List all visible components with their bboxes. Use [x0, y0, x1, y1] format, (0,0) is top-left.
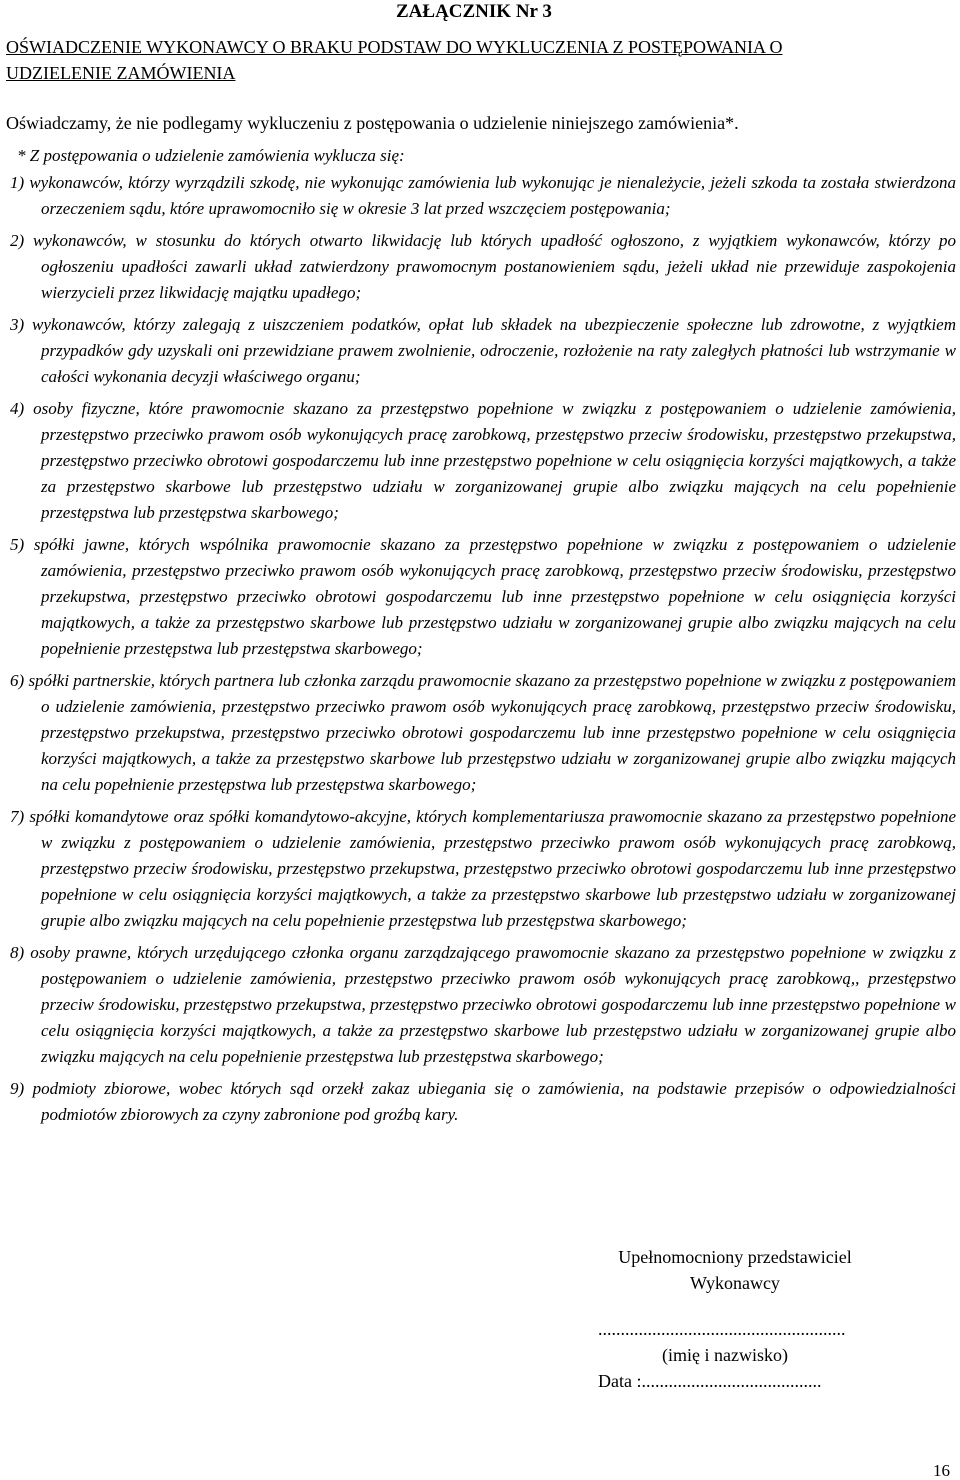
- signature-caption: (imię i nazwisko): [662, 1345, 788, 1365]
- item-text: osoby fizyczne, które prawomocnie skazano za przestępstwo popełnione w związku z postępowaniem o udzielenie zamówienia, przestępstwo przeciwko prawom osób wykonujących pracę zarobkową, przestępstwo przeciw środowisku, przestępstwo przekupstwa, przestępstwo przeciwko obrotowi gospodarczemu lub inne przestępstwo popełnione w celu osiągnięcia korzyści majątkowych, a także za przestępstwo skarbowe lub przestępstwo udziału w zorganizowanej grupie albo związku mających na celu popełnienie przestępstwa lub przestępstwa skarbowego;: [33, 399, 957, 522]
- item-number: 3): [10, 315, 25, 334]
- list-item: [10, 228, 956, 306]
- item-text: spółki partnerskie, których partnera lub członka zarządu prawomocnie skazano za przestępstwo popełnione w związku z postępowaniem o udzielenie zamówienia, przestępstwo przeciwko prawom osób wykonujących pracę zarobkową, przestępstwo przeciw środowisku, przestępstwo przekupstwa, przestępstwo przeciwko obrotowi gospodarczemu lub inne przestępstwo popełnione w celu osiągnięcia korzyści majątkowych, a także za przestępstwo skarbowe lub przestępstwo udziału w zorganizowanej grupie albo związku mających na celu popełnienie przestępstwa lub przestępstwa skarbowego;: [28, 671, 957, 794]
- page-number: 16: [933, 1461, 950, 1480]
- item-number: 1): [10, 173, 25, 192]
- item-text: wykonawców, którzy wyrządzili szkodę, nie wykonując zamówienia lub wykonując je nienależycie, jeżeli szkoda ta została stwierdzona orzeczeniem sądu, które uprawomocniło się w okresie 3 lat przed wszczęciem postępowania;: [29, 173, 957, 218]
- exclusion-list: [10, 170, 956, 1134]
- date-field: Data :........................................: [598, 1371, 822, 1391]
- signature-party: Wykonawcy: [690, 1273, 780, 1293]
- item-number: 7): [10, 807, 25, 826]
- list-item: [10, 170, 956, 222]
- item-text: osoby prawne, których urzędującego członka organu zarządzającego prawomocnie skazano za przestępstwo popełnione w związku z postępowaniem o udzielenie zamówienia, przestępstwo przeciwko prawom osób wykonujących pracę zarobkową,, przestępstwo przeciw środowisku, przestępstwo przekupstwa, przestępstwo przeciwko obrotowi gospodarczemu lub inne przestępstwo popełnione w celu osiągnięcia korzyści majątkowych, a także za przestępstwo skarbowe lub przestępstwo udziału w zorganizowanej grupie albo związku mających na celu popełnienie przestępstwa lub przestępstwa skarbowego;: [30, 943, 957, 1066]
- list-item: [10, 312, 956, 390]
- item-text: spółki jawne, których wspólnika prawomocnie skazano za przestępstwo popełnione w związku z postępowaniem o udzielenie zamówienia, przestępstwo przeciwko prawom osób wykonujących pracę zarobkową, przestępstwo przeciw środowisku, przestępstwo przekupstwa, przestępstwo przeciwko obrotowi gospodarczemu lub inne przestępstwo popełnione w celu osiągnięcia korzyści majątkowych, a także za przestępstwo skarbowe lub przestępstwo udziału w zorganizowanej grupie albo związku mających na celu popełnienie przestępstwa lub przestępstwa skarbowego;: [33, 535, 957, 658]
- document-title-line-1: OŚWIADCZENIE WYKONAWCY O BRAKU PODSTAW DO WYKLUCZENIA Z POSTĘPOWANIA O: [6, 37, 783, 57]
- document-title: [6, 34, 956, 86]
- item-number: 2): [10, 231, 25, 250]
- item-number: 8): [10, 943, 25, 962]
- footnote-intro: * Z postępowania o udzielenie zamówienia wyklucza się:: [17, 146, 405, 165]
- item-text: wykonawców, którzy zalegają z uiszczeniem podatków, opłat lub składek na ubezpieczenie społeczne lub zdrowotne, z wyjątkiem przypadków gdy uzyskali oni przewidziane prawem zwolnienie, odroczenie, rozłożenie na raty zaległych płatności lub wstrzymanie w całości wykonania decyzji właściwego organu;: [32, 315, 956, 386]
- item-text: wykonawców, w stosunku do których otwarto likwidację lub których upadłość ogłoszono, z wyjątkiem wykonawców, którzy po ogłoszeniu upadłości zawarli układ zatwierdzony prawomocnym postanowieniem sądu, jeżeli układ nie przewiduje zaspokojenia wierzycieli przez likwidację majątku upadłego;: [33, 231, 957, 302]
- item-number: 5): [10, 535, 25, 554]
- list-item: [10, 1076, 956, 1128]
- list-item: [10, 804, 956, 934]
- item-text: spółki komandytowe oraz spółki komandytowo-akcyjne, których komplementariusza prawomocnie skazano za przestępstwo popełnione w związku z postępowaniem o udzielenie zamówienia, przestępstwo przeciwko prawom osób wykonujących pracę zarobkową, przestępstwo przeciw środowisku, przestępstwo przekupstwa, przestępstwo przeciwko obrotowi gospodarczemu lub inne przestępstwo popełnione w celu osiągnięcia korzyści majątkowych, a także za przestępstwo skarbowe lub przestępstwo udziału w zorganizowanej grupie albo związku mających na celu popełnienie przestępstwa lub przestępstwa skarbowego;: [29, 807, 956, 930]
- signature-line: .......................................................: [598, 1319, 846, 1339]
- declaration-text: Oświadczamy, że nie podlegamy wykluczeniu z postępowania o udzielenie niniejszego zamówienia*.: [6, 113, 739, 133]
- item-text: podmioty zbiorowe, wobec których sąd orzekł zakaz ubiegania się o zamówienia, na podstawie przepisów o odpowiedzialności podmiotów zbiorowych za czyny zabronione pod groźbą kary.: [32, 1079, 957, 1124]
- signature-role: Upełnomocniony przedstawiciel: [618, 1247, 852, 1267]
- item-number: 9): [10, 1079, 25, 1098]
- list-item: [10, 668, 956, 798]
- item-number: 4): [10, 399, 25, 418]
- annex-title: ZAŁĄCZNIK Nr 3: [396, 1, 552, 22]
- document-title-line-2: UDZIELENIE ZAMÓWIENIA: [6, 63, 236, 83]
- item-number: 6): [10, 671, 25, 690]
- list-item: [10, 532, 956, 662]
- signature-block: [580, 1244, 890, 1394]
- list-item: [10, 940, 956, 1070]
- list-item: [10, 396, 956, 526]
